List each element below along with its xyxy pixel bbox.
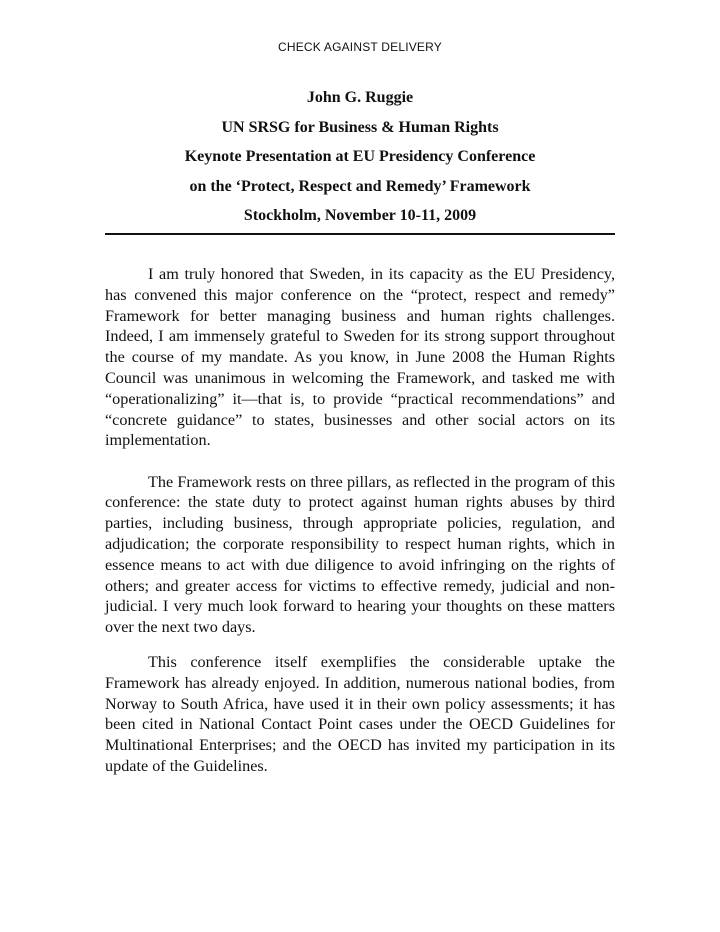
speaker-name: John G. Ruggie xyxy=(306,89,414,106)
speech-body xyxy=(105,264,615,777)
presentation-title: Keynote Presentation at EU Presidency Conference xyxy=(184,148,536,165)
header-divider xyxy=(105,233,615,235)
document-header xyxy=(105,83,615,231)
paragraph-2: The Framework rests on three pillars, as reflected in the program of this conference: the state duty to protect against human rights abuses by third parties, including business, through appropriate policies, regulation, and adjudication; the corporate responsibility to respect human rights, which in essence means to act with due diligence to avoid infringing on the rights of others; and greater access for victims to effective remedy, judicial and non-judicial. I very much look forward to hearing your thoughts on these matters over the next two days. xyxy=(105,472,615,637)
paragraph-3: This conference itself exemplifies the considerable uptake the Framework has already enjoyed. In addition, numerous national bodies, from Norway to South Africa, have used it in their own policy assessments; it has been cited in National Contact Point cases under the OECD Guidelines for Multinational Enterprises; and the OECD has invited my participation in its update of the Guidelines. xyxy=(105,653,615,776)
event-location-date: Stockholm, November 10-11, 2009 xyxy=(243,207,477,224)
framework-subtitle: on the ‘Protect, Respect and Remedy’ Framework xyxy=(189,177,531,195)
speaker-title: UN SRSG for Business & Human Rights xyxy=(221,118,499,136)
check-against-delivery-label: CHECK AGAINST DELIVERY xyxy=(277,40,442,54)
paragraph-1: I am truly honored that Sweden, in its capacity as the EU Presidency, has convened this major conference on the “protect, respect and remedy” Framework for better managing business and human rights challenges. Indeed, I am immensely grateful to Sweden for its strong support throughout the course of my mandate. As you know, in June 2008 the Human Rights Council was unanimous in welcoming the Framework, and tasked me with “operationalizing” it—that is, to provide “practical recommendations” and “concrete guidance” to states, businesses and other social actors on its implementation. xyxy=(105,265,615,450)
